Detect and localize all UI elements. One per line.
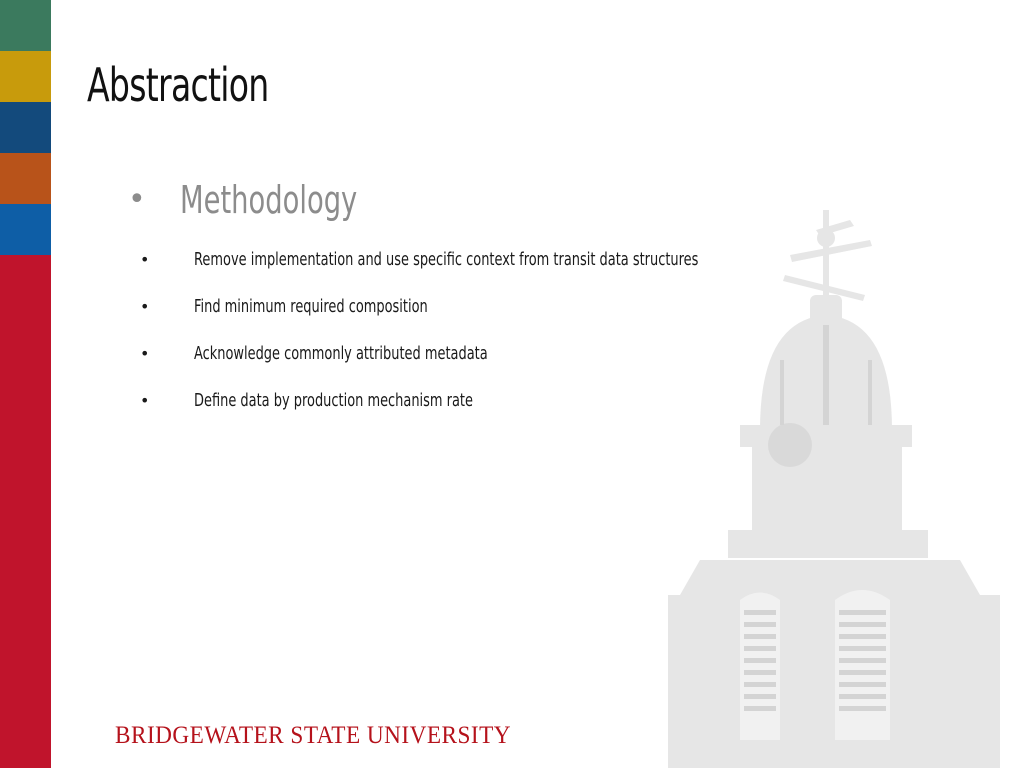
stripe-green [0,0,51,51]
list-item-text: Define data by production mechanism rate [194,390,473,411]
heading-text: Methodology [180,178,358,222]
list-item-text: Acknowledge commonly attributed metadata [194,343,488,364]
list-item-text: Find minimum required composition [194,296,428,317]
list-item [140,387,840,415]
university-logo-text: BRIDGEWATER STATE UNIVERSITY [115,722,512,749]
list-item [140,246,840,274]
bullet-marker: • [140,391,150,410]
stripe-orange [0,153,51,204]
bullet-marker: • [140,344,150,363]
stripe-gold [0,51,51,102]
list-item-text: Remove implementation and use specific context from transit data structures [194,249,699,270]
bell-tower-watermark-icon [640,200,1024,768]
color-sidebar [0,0,51,768]
bullet-marker: • [140,250,150,269]
stripe-blue [0,204,51,255]
slide-title: Abstraction [87,58,269,112]
bullet-marker: • [128,182,146,217]
list-item [140,340,840,368]
list-item [140,293,840,321]
bullet-marker: • [140,297,150,316]
stripe-navy [0,102,51,153]
